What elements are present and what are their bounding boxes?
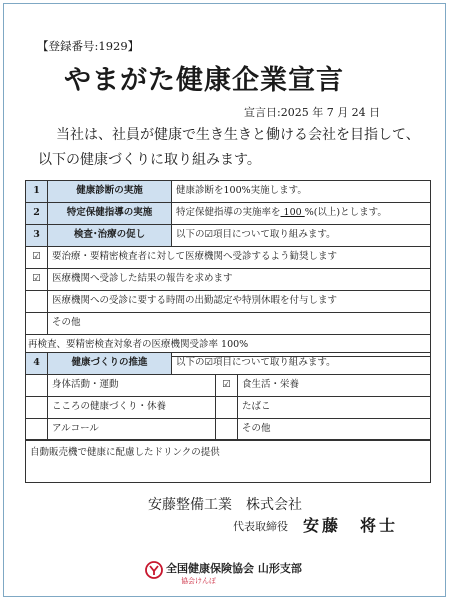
check-row — [26, 291, 431, 313]
row-heading: 特定保健指導の実施 — [48, 203, 172, 225]
desc-suffix: %(以上)とします。 — [304, 207, 387, 219]
desc-prefix: 特定保健指導の実施率を — [176, 207, 281, 219]
page-title: やまがた健康企業宣言 — [64, 65, 344, 96]
commitments-table-2 — [25, 352, 431, 441]
check-item-label: 食生活・栄養 — [238, 375, 431, 397]
row-number: 2 — [26, 203, 48, 225]
check-item-label: 医療機関へ受診した結果の報告を求めます — [48, 269, 431, 291]
checkbox[interactable] — [26, 375, 48, 397]
consultation-rate: 再検査、要精密検査対象者の医療機関受診率 100% — [26, 335, 431, 357]
table-row — [26, 353, 431, 375]
kyokai-logo-icon — [145, 561, 163, 579]
checkbox[interactable] — [26, 291, 48, 313]
kyokai-name: 全国健康保険協会 山形支部 — [166, 562, 302, 575]
declaration-date: 宣言日:2025 年 7 月 24 日 — [244, 106, 381, 119]
registration-number: 【登録番号:1929】 — [37, 39, 140, 53]
checkbox[interactable]: ☑ — [216, 375, 238, 397]
intro-line-1: 当社は、社員が健康で生き生きと働ける会社を目指して、 — [56, 127, 420, 143]
check-item-label: 要治療・要精密検査者に対して医療機関へ受診するよう勧奨します — [48, 247, 431, 269]
representative-name: 安藤 将士 — [303, 516, 399, 535]
check-item-label: その他 — [48, 313, 431, 335]
check-item-label: 身体活動・運動 — [48, 375, 216, 397]
checkbox[interactable] — [216, 419, 238, 441]
check-item-label: その他 — [238, 419, 431, 441]
checkbox[interactable]: ☑ — [26, 247, 48, 269]
checkbox[interactable] — [26, 419, 48, 441]
check-item-label: たばこ — [238, 397, 431, 419]
row-number: 3 — [26, 225, 48, 247]
check-row — [26, 397, 431, 419]
commitments-table-1 — [25, 180, 431, 357]
representative-title: 代表取締役 — [233, 520, 288, 533]
company-name: 安藤整備工業 株式会社 — [148, 497, 302, 513]
guidance-rate: 100 — [280, 207, 305, 219]
table-row — [26, 181, 431, 203]
table-row — [26, 225, 431, 247]
row-heading: 健康づくりの推進 — [48, 353, 172, 375]
checkbox[interactable] — [26, 397, 48, 419]
check-item-label: アルコール — [48, 419, 216, 441]
check-row — [26, 247, 431, 269]
row-description: 健康診断を100%実施します。 — [172, 181, 431, 203]
row-description — [172, 203, 431, 225]
check-row — [26, 313, 431, 335]
checkbox[interactable] — [26, 313, 48, 335]
row-heading: 検査･治療の促し — [48, 225, 172, 247]
row-number: 4 — [26, 353, 48, 375]
check-row — [26, 269, 431, 291]
row-heading: 健康診断の実施 — [48, 181, 172, 203]
kyokai-subtitle: 協会けんぽ — [181, 577, 216, 585]
checkbox[interactable]: ☑ — [26, 269, 48, 291]
checkbox[interactable] — [216, 397, 238, 419]
check-item-label: 医療機関への受診に要する時間の出勤認定や特別休暇を付与します — [48, 291, 431, 313]
table-row — [26, 203, 431, 225]
check-item-label: こころの健康づくり・休養 — [48, 397, 216, 419]
check-row — [26, 375, 431, 397]
row-description: 以下の☑項目について取り組みます。 — [172, 353, 431, 375]
row-description: 以下の☑項目について取り組みます。 — [172, 225, 431, 247]
free-text-box: 自動販売機で健康に配慮したドリンクの提供 — [25, 439, 431, 483]
check-row — [26, 419, 431, 441]
intro-line-2: 以下の健康づくりに取り組みます。 — [38, 152, 261, 168]
row-number: 1 — [26, 181, 48, 203]
